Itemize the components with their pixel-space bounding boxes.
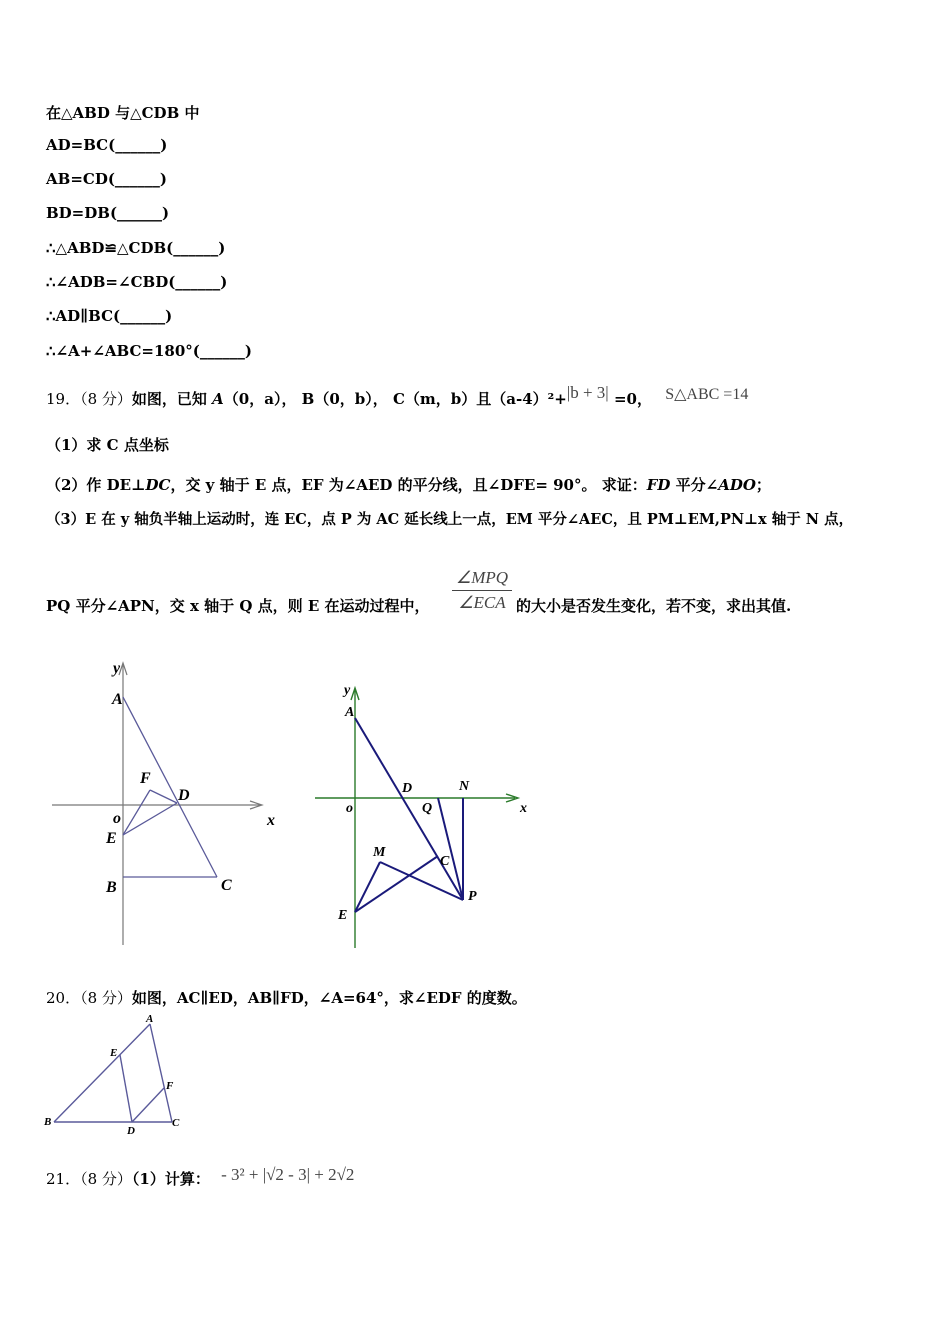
q19-stem [46,383,749,409]
proof-step: ∴△ABD≌△CDB(______) [46,239,226,257]
q19-part1: （1）求 C 点坐标 [46,436,169,454]
segment-DF [132,1088,164,1122]
fig1-label-A: A [112,691,123,708]
proof-step: BD=DB(______) [46,204,170,222]
q19-frac-bar [452,590,512,591]
fig3-label-F: F [166,1080,174,1092]
segment-AP [355,718,463,900]
q20-figure [40,1012,190,1137]
fig1-label-C: C [221,877,232,894]
fig3-label-B: B [44,1116,52,1128]
q19-abs-expr: |b + 3| [566,383,609,402]
q19-part3: （3）E 在 y 轴负半轴上运动时，连 EC，点 P 为 AC 延长线上一点，EM 平分∠AEC，且 PM⊥EM,PN⊥x 轴于 N 点， [46,511,854,528]
q19-frac-numerator: ∠MPQ [455,568,509,587]
q21-number: 21． [46,1170,81,1188]
fig3-label-D: D [127,1125,135,1137]
q20-text: 如图，AC∥ED，AB∥FD，∠A=64°，求∠EDF 的度数。 [131,989,527,1007]
fig2-label-y: y [344,683,351,698]
fig3-label-C: C [172,1117,180,1129]
fig1-label-D: D [178,787,190,804]
fig2-label-P: P [468,889,477,904]
q21-text: （1）计算： [131,1170,210,1188]
q19-figure-2 [310,680,540,950]
segment-QP [438,798,463,900]
segment-AC [123,697,217,877]
fig1-label-F: F [140,770,151,787]
q20-number: 20． [46,989,81,1007]
q19-figure-1 [40,655,300,955]
q19-frac-denominator: ∠ECA [458,593,506,612]
q19-part3-cont: PQ 平分∠APN，交 x 轴于 Q 点，则 E 在运动过程中， [46,597,430,615]
q19-part2-d: ； [755,476,771,494]
fig2-label-x: x [520,801,527,816]
fig2-label-o: o [346,801,353,816]
fig1-label-y: y [113,660,121,677]
segment-EC [355,856,438,912]
fig2-label-M: M [373,845,386,860]
fig1-label-B: B [106,879,117,896]
fig2-label-E: E [338,908,348,923]
q21-score: （8 分） [80,1170,132,1188]
segment-ED [120,1055,132,1122]
q19-part3-end: 的大小是否发生变化，若不变，求出其值. [516,597,792,615]
q19-part2-ado: ADO [718,476,756,494]
segment-AB [54,1024,150,1122]
q19-part2-fd: FD [646,476,671,494]
proof-step: ∴AD∥BC(______) [46,307,173,325]
q19-score: （8 分） [80,390,132,408]
q21-stem [46,1165,355,1189]
q19-part2-dc: DC [145,476,171,494]
q19-part2 [46,474,771,495]
q19-part2-c: 平分∠ [670,476,719,494]
proof-step: ∴∠ADB=∠CBD(______) [46,273,228,291]
segment-ED [123,803,177,835]
q19-fraction [452,568,512,613]
q20-score: （8 分） [80,989,132,1007]
q19-area-expr: S△ABC =14 [665,386,749,403]
fig2-label-A: A [345,705,355,720]
q20-stem [46,987,527,1008]
q19-number: 19． [46,390,81,408]
segment-EF [123,790,150,835]
fig3-label-E: E [110,1047,118,1059]
proof-step: AB=CD(______) [46,170,168,188]
fig3-label-A: A [146,1013,154,1025]
q19-point-a: A [212,390,224,408]
fig1-label-o: o [113,810,121,827]
fig2-label-Q: Q [422,801,433,816]
q21-expression: - 3² + |√2 - 3| + 2√2 [221,1165,355,1184]
fig1-label-E: E [106,830,117,847]
q19-text-a: 如图，已知 [131,390,213,408]
fig2-label-C: C [440,854,450,869]
segment-AC [150,1024,172,1122]
q19-part2-b: ，交 y 轴于 E 点，EF 为∠AED 的平分线，且∠DFE= 90°。 求证： [170,476,647,494]
proof-intro: 在△ABD 与△CDB 中 [46,104,200,122]
proof-step: ∴∠A+∠ABC=180°(______) [46,342,252,360]
q19-part2-a: （2）作 DE⊥ [46,476,146,494]
proof-step: AD=BC(______) [46,136,168,154]
q19-text-b: （0，a）， B（0，b）， C（m，b）且（a-4）²+ [223,390,567,408]
fig2-label-D: D [402,781,413,796]
q19-text-c: =0， [608,390,652,408]
fig2-label-N: N [459,779,470,794]
fig1-label-x: x [267,812,275,829]
